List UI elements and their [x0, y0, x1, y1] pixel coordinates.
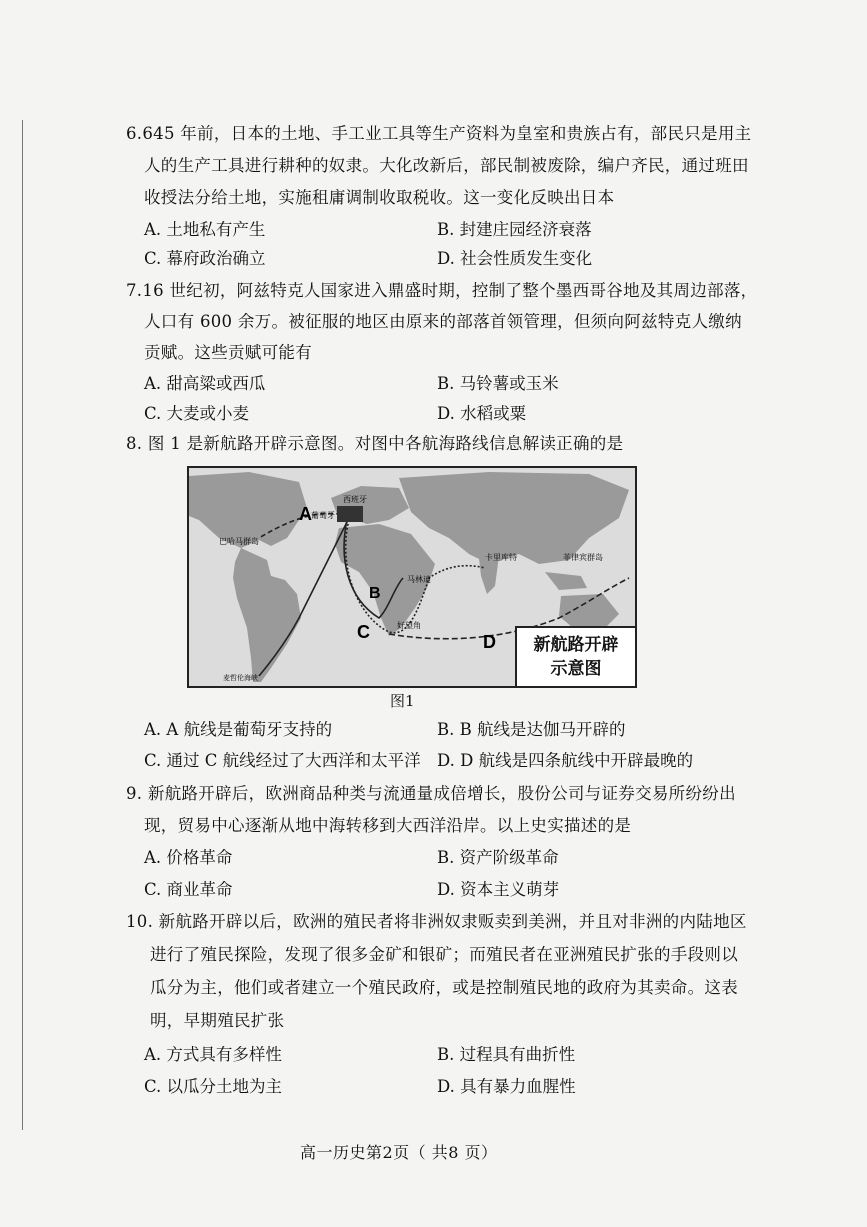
q9-option-d[interactable]: D. 资本主义萌芽 — [437, 880, 560, 899]
q10-option-a[interactable]: A. 方式具有多样性 — [144, 1045, 282, 1064]
q8-option-d[interactable]: D. D 航线是四条航线中开辟最晚的 — [437, 751, 694, 770]
q9-option-a[interactable]: A. 价格革命 — [144, 848, 233, 867]
map-title-line-2: 示意图 — [550, 659, 602, 679]
label-philippines: 菲律宾群岛 — [563, 553, 603, 562]
label-spain: 西班牙 — [343, 495, 367, 504]
q10-option-d[interactable]: D. 具有暴力血腥性 — [437, 1077, 576, 1096]
q9-line-2: 现，贸易中心逐渐从地中海转移到大西洋沿岸。以上史实描述的是 — [144, 816, 632, 835]
q6-line-3: 收授法分给土地，实施租庸调制收取税收。这一变化反映出日本 — [144, 188, 615, 207]
label-magellan: 麦哲伦海峡 — [223, 675, 258, 682]
route-label-b: B — [369, 585, 381, 602]
q8-line-1: 8. 图 1 是新航路开辟示意图。对图中各航海路线信息解读正确的是 — [126, 434, 624, 453]
q6-line-2: 人的生产工具进行耕种的奴隶。大化改新后，部民制被废除，编户齐民，通过班田 — [144, 156, 749, 175]
q7-line-3: 贡赋。这些贡赋可能有 — [144, 343, 312, 362]
map-title-line-1: 新航路开辟 — [533, 635, 619, 655]
q9-line-1: 9. 新航路开辟后，欧洲商品种类与流通量成倍增长，股份公司与证券交易所纷纷出 — [126, 784, 736, 803]
route-label-c: C — [357, 622, 370, 642]
q7-line-1: 7.16 世纪初，阿兹特克人国家进入鼎盛时期，控制了整个墨西哥谷地及其周边部落， — [126, 281, 758, 300]
q6-option-c[interactable]: C. 幕府政治确立 — [144, 249, 266, 268]
q8-option-c[interactable]: C. 通过 C 航线经过了大西洋和太平洋 — [144, 751, 421, 770]
q6-line-1: 6.645 年前，日本的土地、手工业工具等生产资料为皇室和贵族占有，部民只是用主 — [126, 124, 752, 143]
q9-option-c[interactable]: C. 商业革命 — [144, 880, 233, 899]
label-calicut: 卡里库特 — [485, 553, 517, 562]
q9-option-b[interactable]: B. 资产阶级革命 — [437, 848, 559, 867]
q10-line-2: 进行了殖民探险，发现了很多金矿和银矿；而殖民者在亚洲殖民扩张的手段则以 — [150, 945, 738, 964]
q10-line-4: 明，早期殖民扩张 — [150, 1011, 285, 1030]
q10-line-1: 10. 新航路开辟以后，欧洲的殖民者将非洲奴隶贩卖到美洲，并且对非洲的内陆地区 — [126, 912, 747, 931]
figure-caption: 图1 — [390, 692, 415, 710]
q6-option-b[interactable]: B. 封建庄园经济衰落 — [437, 220, 592, 239]
route-label-d: D — [483, 632, 496, 652]
q7-option-d[interactable]: D. 水稻或粟 — [437, 404, 527, 423]
q10-option-b[interactable]: B. 过程具有曲折性 — [437, 1045, 576, 1064]
map-title-box — [515, 626, 635, 686]
q6-option-a[interactable]: A. 土地私有产生 — [144, 220, 266, 239]
q7-option-b[interactable]: B. 马铃薯或玉米 — [437, 374, 559, 393]
q7-option-c[interactable]: C. 大麦或小麦 — [144, 404, 250, 423]
page-footer: 高一历史第2页（ 共8 页） — [300, 1143, 498, 1162]
q10-line-3: 瓜分为主，他们或者建立一个殖民政府，或是控制殖民地的政府为其卖命。这表 — [150, 978, 738, 997]
q10-option-c[interactable]: C. 以瓜分土地为主 — [144, 1077, 283, 1096]
label-malindi: 马林迪 — [407, 575, 431, 584]
label-portugal: 葡萄牙 — [311, 511, 335, 520]
iberia-marker — [337, 506, 363, 522]
label-bahamas: 巴哈马群岛 — [219, 537, 259, 546]
label-cape: 好望角 — [397, 621, 421, 630]
route-label-a: A — [299, 504, 312, 524]
q8-option-a[interactable]: A. A 航线是葡萄牙支持的 — [144, 720, 333, 739]
new-sea-routes-map — [187, 466, 637, 688]
q7-line-2: 人口有 600 余万。被征服的地区由原来的部落首领管理，但须向阿兹特克人缴纳 — [144, 312, 742, 331]
q8-option-b[interactable]: B. B 航线是达伽马开辟的 — [437, 720, 626, 739]
q7-option-a[interactable]: A. 甜高粱或西瓜 — [144, 374, 266, 393]
q6-option-d[interactable]: D. 社会性质发生变化 — [437, 249, 593, 268]
